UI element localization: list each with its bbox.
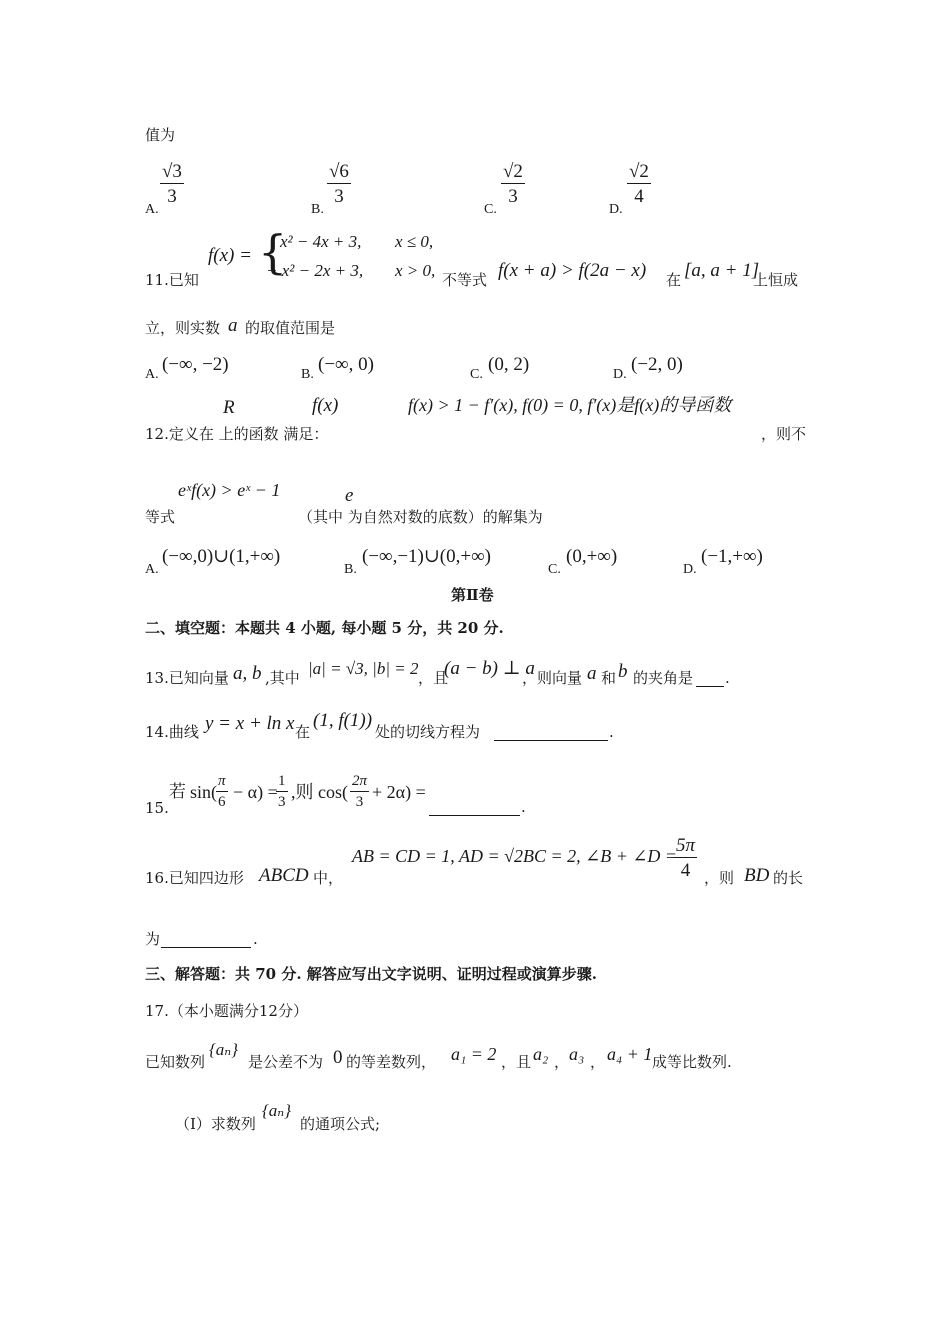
q17-a2: a₂ xyxy=(533,1044,549,1064)
q15-answer-blank[interactable] xyxy=(429,815,520,816)
q17-a3: a₃ xyxy=(569,1044,585,1064)
q12-math-fx: f(x) xyxy=(312,395,339,416)
q11-option-d-value: (−2, 0) xyxy=(631,354,683,375)
q10-option-b-fraction xyxy=(327,162,351,206)
q10-option-a-denominator: 3 xyxy=(167,186,177,207)
q17-header: 17.（本小题满分12分） xyxy=(145,1002,308,1020)
q10-option-d-fraction xyxy=(627,162,651,206)
q15-sin-close: − α) = xyxy=(233,782,278,802)
q10-option-a-fraction xyxy=(160,162,184,206)
q17-part1-text-b: 的通项公式; xyxy=(300,1115,381,1133)
part2-title: 第Ⅱ卷 xyxy=(451,586,494,604)
q13-text-f: 的夹角是 xyxy=(633,669,694,687)
q13-text-c: ，且 xyxy=(418,669,449,687)
q11-var-a: a xyxy=(228,315,238,336)
q10-option-d-denominator: 4 xyxy=(634,186,644,207)
q17-text-c: 的等差数列， xyxy=(346,1053,437,1071)
q11-option-b-value: (−∞, 0) xyxy=(318,354,374,375)
q11-line2-a: 立，则实数 xyxy=(145,319,221,337)
q17-text-e: 成等比数列. xyxy=(652,1053,732,1071)
q12-math-e: e xyxy=(345,485,354,506)
q11-line2-b: 的取值范围是 xyxy=(245,319,336,337)
q15-cos-fraction xyxy=(350,774,369,810)
q16-condition: AB = CD = 1, AD = √2BC = 2, ∠B + ∠D = xyxy=(352,846,678,866)
part3-heading: 三、解答题：共 70 分. 解答应写出文字说明、证明过程或演算步骤. xyxy=(145,965,597,983)
q11-text-c: 上恒成 xyxy=(753,271,799,289)
q13-end: . xyxy=(725,669,730,687)
q14-answer-blank[interactable] xyxy=(494,740,608,741)
q16-line2: 为 xyxy=(145,930,161,948)
q17-a4-plus-1: a₄ + 1 xyxy=(607,1044,653,1064)
q10-option-b-numerator: √6 xyxy=(329,161,349,182)
q17-a1: a₁ = 2 xyxy=(451,1044,497,1064)
q13-text-e: 和 xyxy=(601,669,617,687)
q11-option-a-letter: A. xyxy=(145,367,159,382)
q16-end: . xyxy=(253,930,258,948)
q12-option-d-value: (−1,+∞) xyxy=(701,546,763,567)
q12-option-b-value: (−∞,−1)∪(0,+∞) xyxy=(362,546,491,567)
q12-line1: 12.定义在 上的函数 满足： xyxy=(145,425,329,443)
q11-text-a: 不等式 xyxy=(442,271,488,289)
q12-option-d-letter: D. xyxy=(683,562,697,577)
q14-text-a: 14.曲线 xyxy=(145,723,199,741)
q16-angle-fraction xyxy=(674,836,697,880)
part2-heading: 二、填空题：本题共 4 小题, 每小题 5 分，共 20 分. xyxy=(145,619,504,637)
q16-answer-blank[interactable] xyxy=(161,947,251,948)
q11-text-b: 在 xyxy=(666,271,682,289)
q17-sequence: {aₙ} xyxy=(209,1040,238,1059)
q10-option-b-letter: B. xyxy=(311,202,324,217)
q11-option-c-value: (0, 2) xyxy=(488,354,530,375)
q10-option-c-numerator: √2 xyxy=(503,161,523,182)
q16-abcd: ABCD xyxy=(259,865,309,886)
q14-point: (1, f(1)) xyxy=(313,710,373,731)
q10-tail: 值为 xyxy=(145,126,176,144)
q16-text-a: 16.已知四边形 xyxy=(145,869,244,887)
q11-case1-cond: x ≤ 0, xyxy=(395,232,434,251)
q12-option-a-value: (−∞,0)∪(1,+∞) xyxy=(162,546,281,567)
q15-sin-numerator: π xyxy=(216,774,228,792)
q16-text-c: ，则 xyxy=(704,869,735,887)
q17-part1-sequence: {aₙ} xyxy=(262,1101,291,1120)
q16-angle-numerator: 5π xyxy=(676,835,696,856)
q17-zero: 0 xyxy=(333,1047,343,1068)
q15-sin-denominator: 6 xyxy=(218,794,226,810)
q14-end: . xyxy=(609,723,614,741)
q12-option-a-letter: A. xyxy=(145,562,159,577)
q16-angle-denominator: 4 xyxy=(680,860,691,881)
q15-sin-open: sin( xyxy=(190,782,217,802)
q17-sep2: ， xyxy=(590,1053,606,1071)
q15-cos-open: ,则 cos( xyxy=(291,782,348,802)
q11-option-a-value: (−∞, −2) xyxy=(162,354,229,375)
q16-text-b: 中， xyxy=(313,869,344,887)
q11-case1-expr: x² − 4x + 3, xyxy=(280,232,362,251)
q15-value-numerator: 1 xyxy=(276,774,288,792)
q14-text-b: 在 xyxy=(295,723,311,741)
q13-perpendicular: (a − b) ⊥ a xyxy=(444,658,535,679)
q13-vec-a: a xyxy=(587,663,597,684)
q12-option-c-letter: C. xyxy=(548,562,561,577)
q13-answer-blank[interactable] xyxy=(696,686,724,687)
q15-ruo: 若 xyxy=(169,782,186,802)
q10-option-a-letter: A. xyxy=(145,202,159,217)
q11-inequality: f(x + a) > f(2a − x) xyxy=(498,260,647,281)
q14-text-c: 处的切线方程为 xyxy=(375,723,481,741)
q15-sin-fraction xyxy=(216,774,228,810)
q11-option-d-letter: D. xyxy=(613,367,627,382)
q10-option-a-numerator: √3 xyxy=(162,161,182,182)
q10-option-c-fraction xyxy=(501,162,525,206)
q17-sep1: ， xyxy=(554,1053,570,1071)
q15-cos-numerator: 2π xyxy=(350,774,369,792)
q10-option-d-numerator: √2 xyxy=(629,161,649,182)
q17-text-a: 已知数列 xyxy=(145,1053,206,1071)
q11-number: 11.已知 xyxy=(145,271,199,289)
q17-text-d: ，且 xyxy=(501,1053,532,1071)
q13-vectors: a, b xyxy=(233,663,262,684)
q10-option-d-letter: D. xyxy=(609,202,623,217)
q17-text-b: 是公差不为 xyxy=(248,1053,324,1071)
q17-part1-text-a: （Ⅰ）求数列 xyxy=(175,1115,256,1133)
q10-option-c-denominator: 3 xyxy=(508,186,518,207)
q12-math-R: R xyxy=(223,397,235,418)
q15-value-fraction xyxy=(276,774,288,810)
q13-vec-b: b xyxy=(618,661,628,682)
q11-case2-cond: x > 0, xyxy=(395,261,436,280)
q11-interval: [a, a + 1] xyxy=(684,260,760,281)
q15-end: . xyxy=(521,798,526,816)
q12-line1-tail: ，则不 xyxy=(761,425,807,443)
q11-case2-expr: − x² − 2x + 3, xyxy=(266,261,364,280)
q13-condition: |a| = √3, |b| = 2 xyxy=(308,659,419,678)
q11-option-c-letter: C. xyxy=(470,367,483,382)
q15-cos-denominator: 3 xyxy=(355,794,364,810)
q10-option-b-denominator: 3 xyxy=(334,186,344,207)
q15-cos-close: + 2α) = xyxy=(372,782,426,802)
q12-line2-b: （其中 为自然对数的底数）的解集为 xyxy=(298,508,543,526)
q12-math-condition: f(x) > 1 − f′(x), f(0) = 0, f′(x)是f(x)的导函数 xyxy=(408,395,732,415)
q14-curve: y = x + ln x xyxy=(205,713,295,734)
q15-number: 15. xyxy=(145,799,169,817)
q16-bd: BD xyxy=(744,865,770,886)
q16-text-d: 的长 xyxy=(773,869,804,887)
q11-option-b-letter: B. xyxy=(301,367,314,382)
q12-option-b-letter: B. xyxy=(344,562,357,577)
q13-text-d: ，则向量 xyxy=(522,669,583,687)
q11-fx: f(x) = xyxy=(208,245,252,266)
q13-text-b: ,其中 xyxy=(265,669,300,687)
q13-text-a: 13.已知向量 xyxy=(145,669,229,687)
q12-math-inequality: eˣf(x) > eˣ − 1 xyxy=(178,480,281,500)
q12-option-c-value: (0,+∞) xyxy=(566,546,618,567)
q12-line2: 等式 xyxy=(145,508,176,526)
q11-piecewise-brace: { xyxy=(258,225,288,279)
q10-option-c-letter: C. xyxy=(484,202,497,217)
q15-value-denominator: 3 xyxy=(278,794,286,810)
